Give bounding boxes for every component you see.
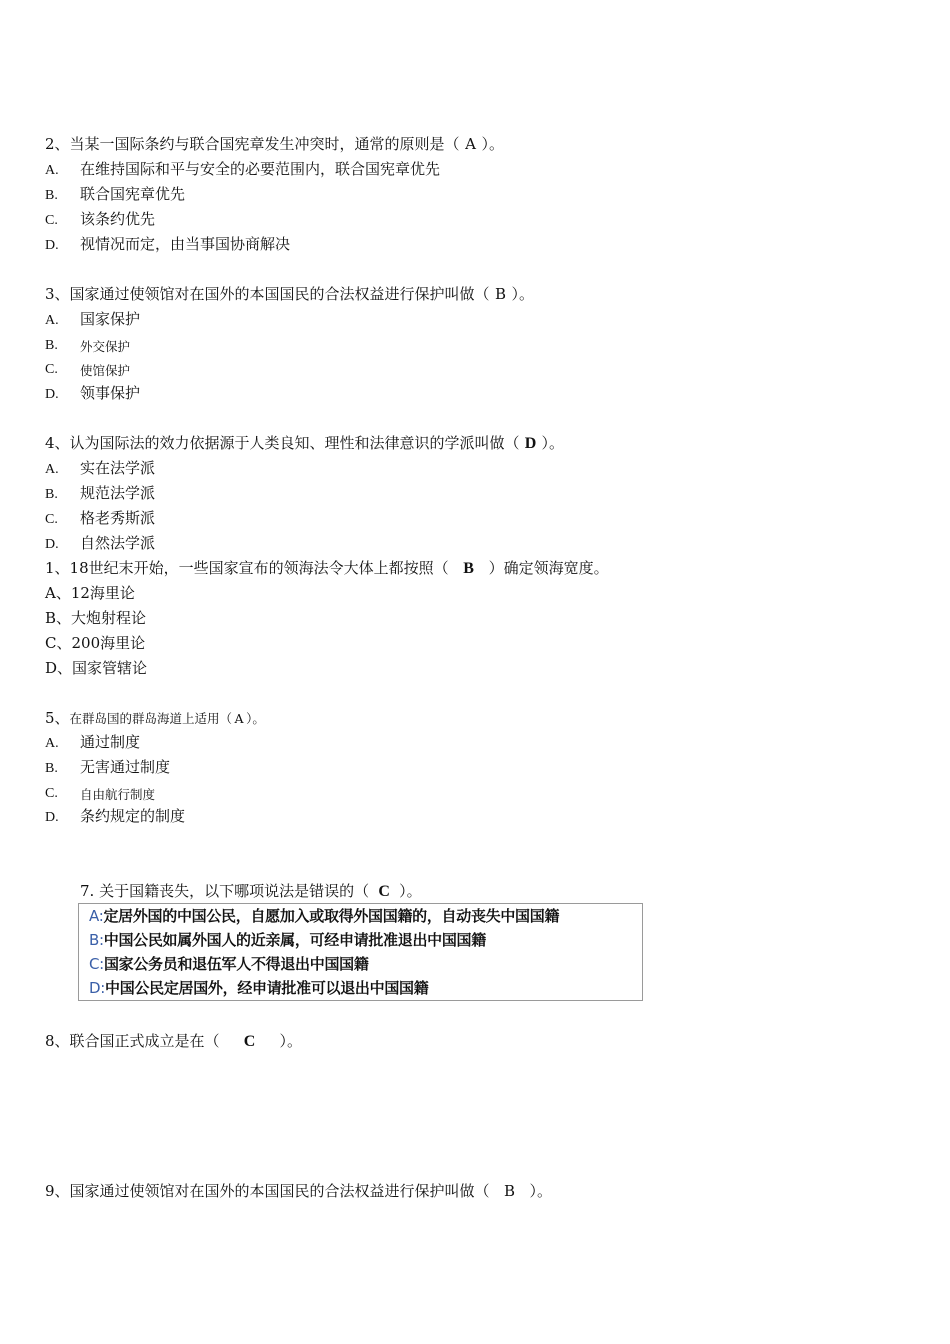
image-option-a <box>89 905 559 926</box>
option-text: 条约规定的制度 <box>80 807 186 825</box>
question-stem-text: 3、国家通过使领馆对在国外的本国国民的合法权益进行保护叫做（ <box>45 285 490 303</box>
option-c <box>45 209 155 231</box>
option-text: 格老秀斯派 <box>80 509 156 527</box>
question-stem-end: ）。 <box>481 135 505 153</box>
answer-letter: A <box>465 135 476 153</box>
image-option-c <box>89 953 369 974</box>
question-stem-end: ）。 <box>246 711 265 726</box>
option-a <box>45 309 140 331</box>
option-b: B、大炮射程论 <box>45 609 147 627</box>
image-option-key: B: <box>89 931 104 949</box>
option-letter: D. <box>45 810 59 825</box>
option-letter: D. <box>45 537 59 552</box>
image-option-text: 中国公民定居国外，经申请批准可以退出中国国籍 <box>105 979 429 997</box>
option-text: 无害通过制度 <box>80 758 171 776</box>
option-a <box>45 159 440 181</box>
image-option-d <box>89 977 428 998</box>
answer-letter: B <box>495 285 507 303</box>
question-stem-end: ）。 <box>529 1182 553 1200</box>
option-c: C、200海里论 <box>45 634 146 652</box>
image-option-key: A: <box>89 907 104 925</box>
question-stem-end: ）确定领海宽度。 <box>488 559 609 577</box>
answer-letter: B <box>504 1182 516 1200</box>
option-text: 实在法学派 <box>80 459 156 477</box>
question-stem-end: ）。 <box>541 434 565 452</box>
question-7-stem <box>80 881 422 902</box>
option-letter: D. <box>45 238 59 253</box>
question-stem-end: ）。 <box>399 882 422 900</box>
question-stem-text: 在群岛国的群岛海道上适用（ <box>69 711 233 726</box>
option-c <box>45 782 155 804</box>
option-c <box>45 358 130 380</box>
image-option-text: 国家公务员和退伍军人不得退出中国国籍 <box>103 955 369 973</box>
option-letter: B. <box>45 338 58 353</box>
option-text: 领事保护 <box>80 384 141 402</box>
option-text: 国家保护 <box>80 310 141 328</box>
option-d <box>45 806 185 828</box>
image-option-key: C: <box>89 955 104 973</box>
option-b <box>45 184 185 206</box>
image-option-key: D: <box>89 979 106 997</box>
option-text: 联合国宪章优先 <box>80 185 186 203</box>
option-d <box>45 234 290 256</box>
question-stem-text: 7. 关于国籍丧失，以下哪项说法是错误的（ <box>80 882 370 900</box>
question-8-stem <box>45 1031 302 1052</box>
question-stem-text: 4、认为国际法的效力依据源于人类良知、理性和法律意识的学派叫做（ <box>45 434 520 452</box>
option-text: 自由航行制度 <box>80 787 156 802</box>
image-option-b <box>89 929 486 950</box>
question-9-stem <box>45 1181 552 1201</box>
option-a <box>45 732 140 754</box>
question-stem-text: 2、当某一国际条约与联合国宪章发生冲突时，通常的原则是（ <box>45 135 460 153</box>
option-a: A、12海里论 <box>45 584 135 602</box>
option-d <box>45 533 155 555</box>
option-letter: A. <box>45 736 59 751</box>
option-text: 通过制度 <box>80 733 141 751</box>
option-text: 该条约优先 <box>80 210 156 228</box>
question-3-stem <box>45 284 534 304</box>
image-option-text: 定居外国的中国公民，自愿加入或取得外国国籍的，自动丧失中国国籍 <box>103 907 560 925</box>
option-b <box>45 483 155 505</box>
answer-letter: C <box>378 883 390 900</box>
option-letter: D. <box>45 387 59 402</box>
option-b <box>45 334 130 356</box>
question-4-stem <box>45 433 564 454</box>
option-b <box>45 757 170 779</box>
option-letter: B. <box>45 487 58 502</box>
answer-letter: C <box>243 1033 256 1050</box>
option-a <box>45 458 155 480</box>
option-letter: C. <box>45 362 58 377</box>
options-image-box <box>78 903 643 1001</box>
question-stem-end: ）。 <box>279 1032 303 1050</box>
option-letter: C. <box>45 213 58 228</box>
question-2-stem <box>45 134 504 154</box>
option-letter: B. <box>45 761 58 776</box>
question-1-stem <box>45 558 609 579</box>
option-text: 外交保护 <box>80 339 131 354</box>
option-text: 使馆保护 <box>80 363 131 378</box>
question-stem-text: 1、18世纪末开始，一些国家宣布的领海法令大体上都按照（ <box>45 559 449 577</box>
answer-letter: D <box>524 435 537 452</box>
question-5-stem <box>45 708 265 729</box>
option-d: D、国家管辖论 <box>45 659 148 677</box>
answer-letter: B <box>463 560 474 577</box>
option-d <box>45 383 140 405</box>
question-number: 5、 <box>45 709 70 727</box>
option-letter: C. <box>45 786 58 801</box>
option-letter: A. <box>45 462 59 477</box>
option-text: 自然法学派 <box>80 534 156 552</box>
question-stem-text: 8、联合国正式成立是在（ <box>45 1032 220 1050</box>
question-stem-text: 9、国家通过使领馆对在国外的本国国民的合法权益进行保护叫做（ <box>45 1182 490 1200</box>
option-c <box>45 508 155 530</box>
option-letter: B. <box>45 188 58 203</box>
question-stem-end: ）。 <box>511 285 535 303</box>
option-letter: A. <box>45 313 59 328</box>
option-text: 视情况而定，由当事国协商解决 <box>80 235 291 253</box>
option-letter: A. <box>45 163 59 178</box>
option-text: 在维持国际和平与安全的必要范围内，联合国宪章优先 <box>80 160 441 178</box>
option-text: 规范法学派 <box>80 484 156 502</box>
answer-letter: A <box>234 711 244 726</box>
option-letter: C. <box>45 512 58 527</box>
image-option-text: 中国公民如属外国人的近亲属，可经申请批准退出中国国籍 <box>103 931 486 949</box>
